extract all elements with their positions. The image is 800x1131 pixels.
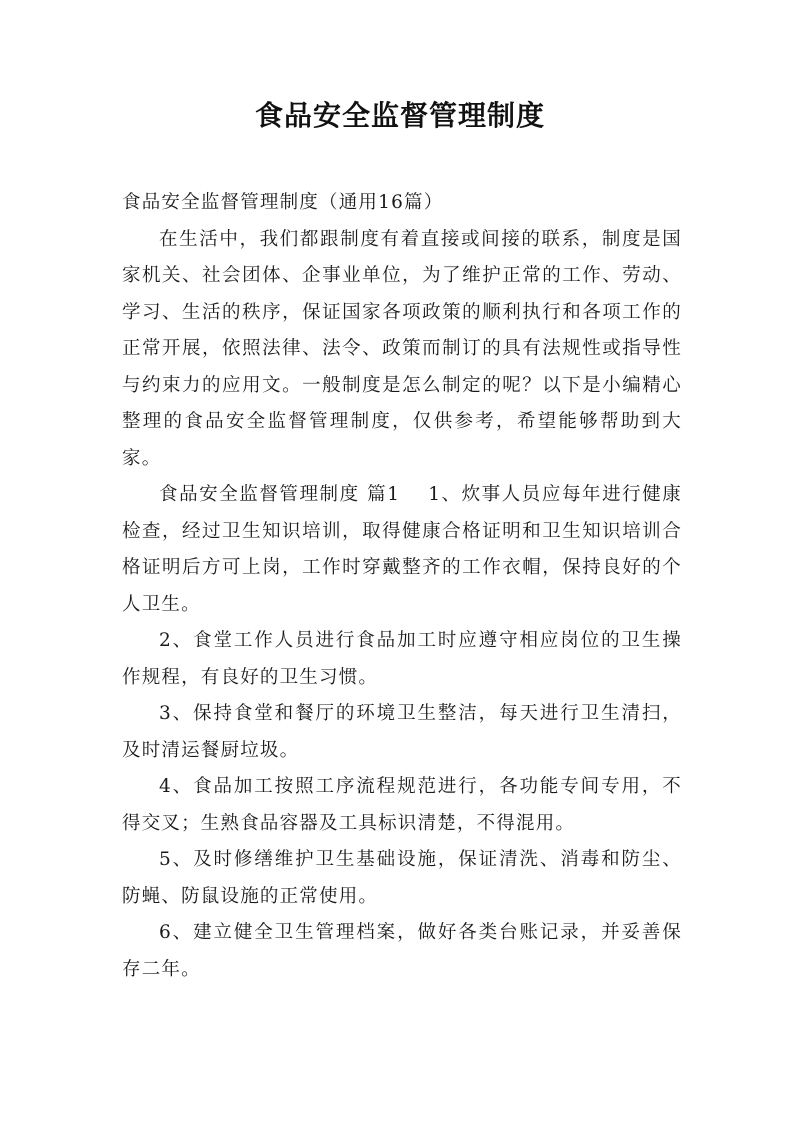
- item-6-paragraph: 6、建立健全卫生管理档案，做好各类台账记录，并妥善保存二年。: [122, 922, 682, 980]
- section-heading: 食品安全监督管理制度 篇1: [159, 484, 401, 505]
- document-body: [122, 185, 682, 988]
- item-3-paragraph: 3、保持食堂和餐厅的环境卫生整洁，每天进行卫生清扫，及时清运餐厨垃圾。: [122, 703, 682, 761]
- intro-paragraph: 在生活中，我们都跟制度有着直接或间接的联系，制度是国家机关、社会团体、企事业单位，为了维护正常的工作、劳动、学习、生活的秩序，保证国家各项政策的顺利执行和各项工作的正常开展，依照法律、法令、政策而制订的具有法规性或指导性与约束力的应用文。一般制度是怎么制定的呢？以下是小编精心整理的食品安全监督管理制度，仅供参考，希望能够帮助到大家。: [122, 228, 682, 469]
- item-5-paragraph: 5、及时修缮维护卫生基础设施，保证清洗、消毒和防尘、防蝇、防鼠设施的正常使用。: [122, 849, 682, 907]
- item-4-paragraph: 4、食品加工按照工序流程规范进行，各功能专间专用，不得交叉；生熟食品容器及工具标识清楚，不得混用。: [122, 776, 682, 834]
- item-2-paragraph: 2、食堂工作人员进行食品加工时应遵守相应岗位的卫生操作规程，有良好的卫生习惯。: [122, 630, 682, 688]
- document-title: 食品安全监督管理制度: [254, 99, 545, 132]
- section-1-paragraph: [122, 477, 682, 623]
- document-subtitle: 食品安全监督管理制度（通用16篇）: [122, 192, 444, 213]
- item-1-text: 1、炊事人员应每年进行健康检查，经过卫生知识培训，取得健康合格证明和卫生知识培训合格证明后方可上岗，工作时穿戴整齐的工作衣帽，保持良好的个人卫生。: [122, 484, 682, 615]
